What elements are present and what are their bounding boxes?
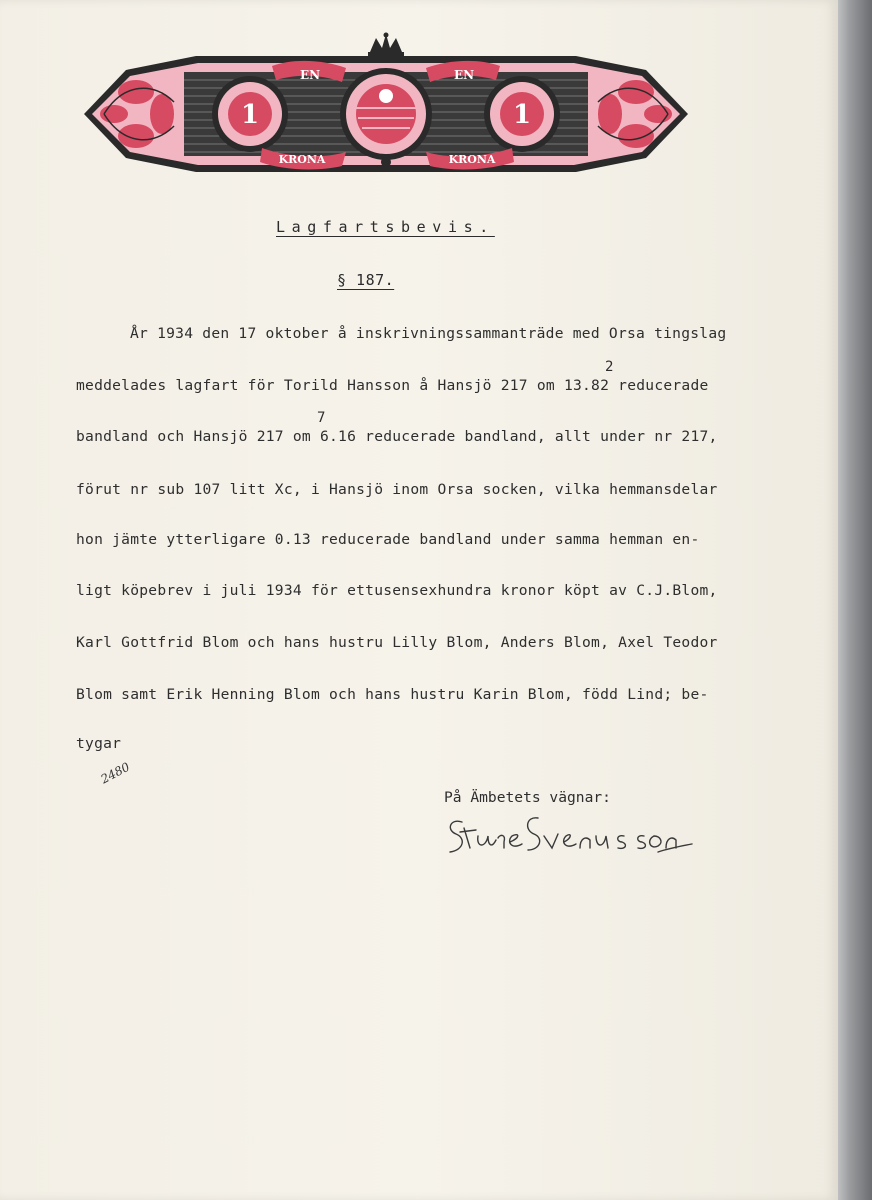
signature-text: Sture Svensson [440, 808, 449, 809]
body-line-7: Karl Gottfrid Blom och hans hustru Lilly Blom, Anders Blom, Axel Teodor [76, 634, 718, 651]
stamp-word-krona-right: KRONA [448, 153, 496, 166]
body-line-5: hon jämte ytterligare 0.13 reducerade bandland under samma hemman en- [76, 531, 700, 548]
superscript-2: 2 [605, 359, 614, 375]
scanner-edge [838, 0, 872, 1200]
closing-line: På Ämbetets vägnar: [444, 789, 611, 806]
section-number: § 187. [337, 271, 395, 289]
body-line-8: Blom samt Erik Henning Blom och hans hustru Karin Blom, född Lind; be- [76, 686, 709, 703]
superscript-7: 7 [317, 410, 326, 426]
stamp-word-en-right: EN [453, 68, 475, 82]
stamp-value-right: 1 [512, 100, 532, 130]
stamp-word-en-left: EN [299, 68, 321, 82]
revenue-stamp [84, 32, 688, 196]
body-line-4: förut nr sub 107 litt Xc, i Hansjö inom Orsa socken, vilka hemmansdelar [76, 481, 718, 498]
body-line-6: ligt köpebrev i juli 1934 för ettusensexhundra kronor köpt av C.J.Blom, [76, 582, 718, 599]
body-line-1: År 1934 den 17 oktober å inskrivningssammanträde med Orsa tingslag [130, 325, 727, 342]
stamp-word-krona-left: KRONA [278, 153, 326, 166]
document-title: Lagfartsbevis. [276, 218, 495, 236]
signature [440, 808, 700, 868]
body-line-2: meddelades lagfart för Torild Hansson å Hansjö 217 om 13.82 reducerade [76, 377, 709, 394]
pencil-note: 2480 [98, 759, 133, 787]
body-line-9: tygar [76, 735, 122, 752]
body-line-3: bandland och Hansjö 217 om 6.16 reducerade bandland, allt under nr 217, [76, 428, 718, 445]
stamp-value-left: 1 [240, 100, 260, 130]
crown-icon [368, 33, 404, 59]
